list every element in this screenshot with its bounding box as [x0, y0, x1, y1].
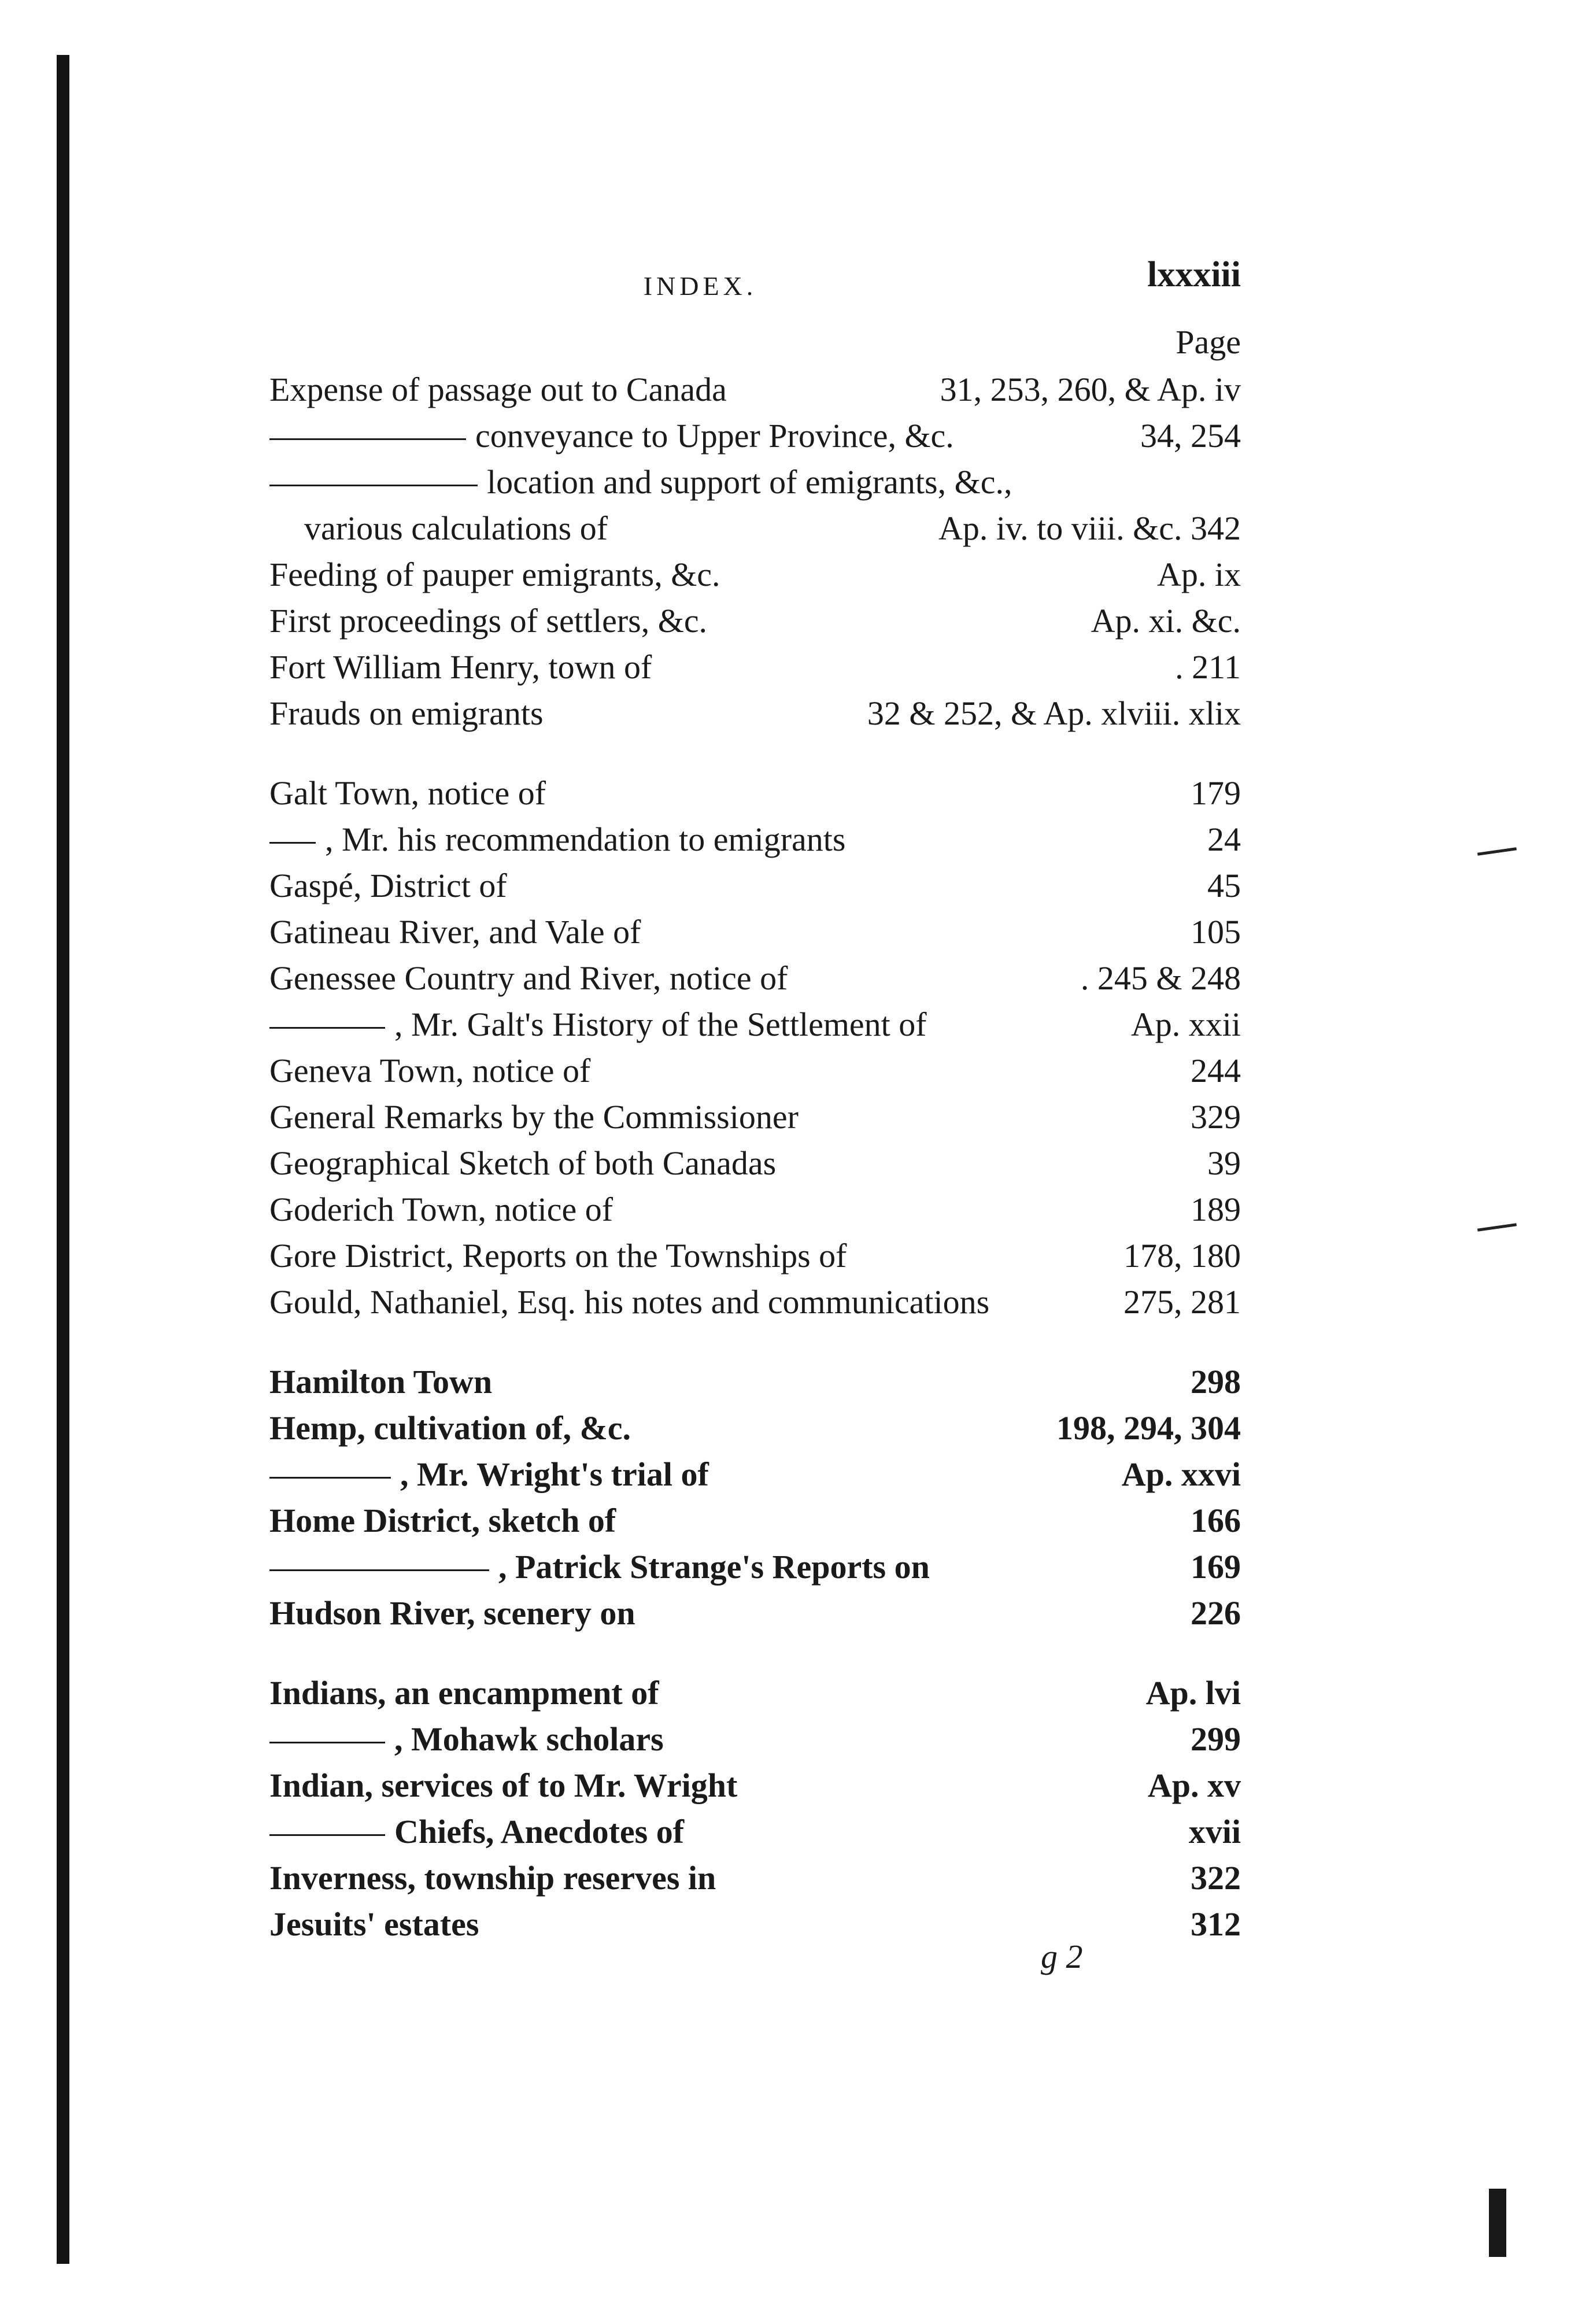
entry-pages: . 211 [1175, 648, 1241, 686]
entry-text [269, 1002, 927, 1048]
index-entry [269, 816, 1241, 863]
entry-label: Indians, an encampment of [269, 1674, 659, 1712]
entry-text [269, 1590, 635, 1636]
entry-label: Jesuits' estates [269, 1905, 479, 1943]
index-entry [269, 690, 1241, 737]
entry-pages: 322 [1191, 1859, 1241, 1897]
entry-label: , Mr. Galt's History of the Settlement of [394, 1006, 927, 1043]
entry-pages: 179 [1191, 774, 1241, 812]
entry-text [269, 1140, 776, 1187]
entry-pages: 24 [1207, 821, 1241, 858]
entry-pages: 31, 253, 260, & Ap. iv [940, 371, 1241, 408]
entry-text [269, 1451, 709, 1498]
entry-label: Frauds on emigrants [269, 694, 544, 732]
entry-pages: xvii [1188, 1813, 1241, 1850]
entry-pages: 226 [1191, 1594, 1241, 1632]
index-entry [269, 1716, 1241, 1763]
index-entry [269, 1187, 1241, 1233]
entry-pages: Ap. xxii [1130, 1006, 1241, 1043]
page-column-label: Page [1176, 323, 1241, 361]
entry-text [269, 690, 544, 737]
entry-pages: 329 [1191, 1098, 1241, 1136]
entry-pages: Ap. iv. to viii. &c. 342 [938, 509, 1241, 547]
entry-text [269, 1716, 664, 1763]
index-entry [269, 644, 1241, 690]
entry-text [269, 955, 788, 1002]
entry-text [269, 552, 720, 598]
entry-pages: 189 [1191, 1191, 1241, 1228]
entry-label: Gould, Nathaniel, Esq. his notes and communications [269, 1283, 990, 1321]
index-entry [269, 1855, 1241, 1901]
entry-text [269, 1094, 799, 1140]
entry-pages: 198, 294, 304 [1056, 1409, 1241, 1447]
entry-label: Gaspé, District of [269, 867, 507, 904]
entry-pages: 312 [1191, 1905, 1241, 1943]
page-number: lxxxiii [1147, 255, 1241, 294]
entry-pages: 244 [1191, 1052, 1241, 1089]
entry-text [269, 770, 546, 816]
ditto-rule [269, 438, 466, 440]
ditto-rule [269, 1834, 385, 1836]
entry-text [269, 863, 507, 909]
entry-pages: Ap. xxvi [1121, 1455, 1241, 1493]
index-entry [269, 1763, 1241, 1809]
index-entry [269, 955, 1241, 1002]
entry-text [269, 413, 954, 459]
binding-edge [57, 55, 69, 2264]
index-entry [269, 1901, 1241, 1948]
index-entries [269, 367, 1241, 1948]
entry-label: Goderich Town, notice of [269, 1191, 613, 1228]
entry-label: various calculations of [304, 509, 608, 547]
margin-mark [1477, 1223, 1517, 1231]
entry-pages: Ap. lvi [1145, 1674, 1241, 1712]
ditto-rule [269, 842, 316, 844]
index-entry [269, 598, 1241, 644]
entry-label: Inverness, township reserves in [269, 1859, 716, 1897]
index-entry [269, 505, 1241, 552]
index-page [269, 254, 1241, 1948]
entry-pages: 166 [1191, 1502, 1241, 1539]
entry-text [269, 1279, 989, 1325]
entry-text [269, 1544, 930, 1590]
running-head [269, 254, 1241, 318]
entry-label: General Remarks by the Commissioner [269, 1098, 799, 1136]
entry-pages: 32 & 252, & Ap. xlviii. xlix [867, 694, 1241, 732]
entry-pages: 105 [1191, 913, 1241, 951]
index-entry [269, 367, 1241, 413]
entry-label: Hamilton Town [269, 1363, 493, 1401]
index-entry [269, 1279, 1241, 1325]
index-entry [269, 1233, 1241, 1279]
entry-label: , Mr. his recommendation to emigrants [325, 821, 846, 858]
entry-text [269, 598, 707, 644]
index-entry [269, 1359, 1241, 1405]
entry-label: Hudson River, scenery on [269, 1594, 635, 1632]
entry-text [269, 367, 727, 413]
index-entry [269, 413, 1241, 459]
index-entry [269, 909, 1241, 955]
entry-label: , Mr. Wright's trial of [400, 1455, 709, 1493]
entry-label: Hemp, cultivation of, &c. [269, 1409, 631, 1447]
ditto-rule [269, 485, 478, 486]
entry-pages: Ap. xv [1147, 1767, 1241, 1804]
entry-text [269, 644, 652, 690]
binding-mark [1489, 2189, 1506, 2257]
entry-text [269, 1763, 737, 1809]
index-entry [269, 552, 1241, 598]
entry-pages: 45 [1207, 867, 1241, 904]
entry-label: Geographical Sketch of both Canadas [269, 1144, 777, 1182]
entry-text [269, 1809, 684, 1855]
running-title: INDEX. [643, 271, 757, 301]
entry-label: Fort William Henry, town of [269, 648, 652, 686]
index-entry [269, 1048, 1241, 1094]
entry-pages: Ap. xi. &c. [1091, 602, 1241, 640]
ditto-rule [269, 1027, 385, 1029]
section-gap [269, 1325, 1241, 1359]
entry-label: Home District, sketch of [269, 1502, 616, 1539]
entry-label: Gore District, Reports on the Townships of [269, 1237, 847, 1274]
index-entry [269, 1590, 1241, 1636]
entry-label: Feeding of pauper emigrants, &c. [269, 556, 720, 593]
entry-text [269, 1901, 479, 1948]
margin-mark [1477, 847, 1517, 855]
entry-text [269, 909, 641, 955]
entry-text [269, 1498, 616, 1544]
index-entry [269, 1002, 1241, 1048]
entry-pages: 178, 180 [1123, 1237, 1241, 1274]
entry-text [269, 1405, 631, 1451]
index-entry [269, 1544, 1241, 1590]
entry-text [269, 459, 1012, 505]
entry-text [269, 816, 845, 863]
entry-label: location and support of emigrants, &c., [487, 463, 1012, 501]
entry-text [269, 1048, 590, 1094]
entry-pages: Ap. ix [1157, 556, 1241, 593]
ditto-rule [269, 1477, 391, 1479]
entry-label: Indian, services of to Mr. Wright [269, 1767, 738, 1804]
entry-pages: 39 [1207, 1144, 1241, 1182]
entry-pages: 275, 281 [1123, 1283, 1241, 1321]
index-entry [269, 1451, 1241, 1498]
ditto-rule [269, 1742, 385, 1743]
entry-label: Expense of passage out to Canada [269, 371, 727, 408]
entry-label: Geneva Town, notice of [269, 1052, 591, 1089]
entry-text [269, 1670, 659, 1716]
entry-label: , Mohawk scholars [394, 1720, 664, 1758]
index-entry [269, 1140, 1241, 1187]
index-entry [269, 1809, 1241, 1855]
signature-mark: g 2 [1041, 1938, 1083, 1975]
index-entry [269, 1498, 1241, 1544]
entry-text [304, 505, 608, 552]
entry-label: Gatineau River, and Vale of [269, 913, 641, 951]
entry-text [269, 1187, 613, 1233]
section-gap [269, 1636, 1241, 1670]
entry-pages: 34, 254 [1140, 417, 1241, 455]
index-entry [269, 459, 1241, 505]
entry-label: First proceedings of settlers, &c. [269, 602, 708, 640]
index-entry [269, 863, 1241, 909]
entry-label: , Patrick Strange's Reports on [498, 1548, 930, 1586]
index-entry [269, 770, 1241, 816]
entry-label: conveyance to Upper Province, &c. [475, 417, 954, 455]
entry-text [269, 1855, 716, 1901]
index-entry [269, 1094, 1241, 1140]
entry-label: Galt Town, notice of [269, 774, 546, 812]
entry-pages: 169 [1191, 1548, 1241, 1586]
entry-pages: . 245 & 248 [1080, 959, 1241, 997]
entry-pages: 299 [1191, 1720, 1241, 1758]
ditto-rule [269, 1569, 489, 1571]
entry-pages: 298 [1191, 1363, 1241, 1401]
entry-label: Chiefs, Anecdotes of [394, 1813, 685, 1850]
index-entry [269, 1670, 1241, 1716]
index-entry [269, 1405, 1241, 1451]
entry-text [269, 1359, 492, 1405]
entry-label: Genessee Country and River, notice of [269, 959, 788, 997]
section-gap [269, 737, 1241, 770]
entry-text [269, 1233, 847, 1279]
